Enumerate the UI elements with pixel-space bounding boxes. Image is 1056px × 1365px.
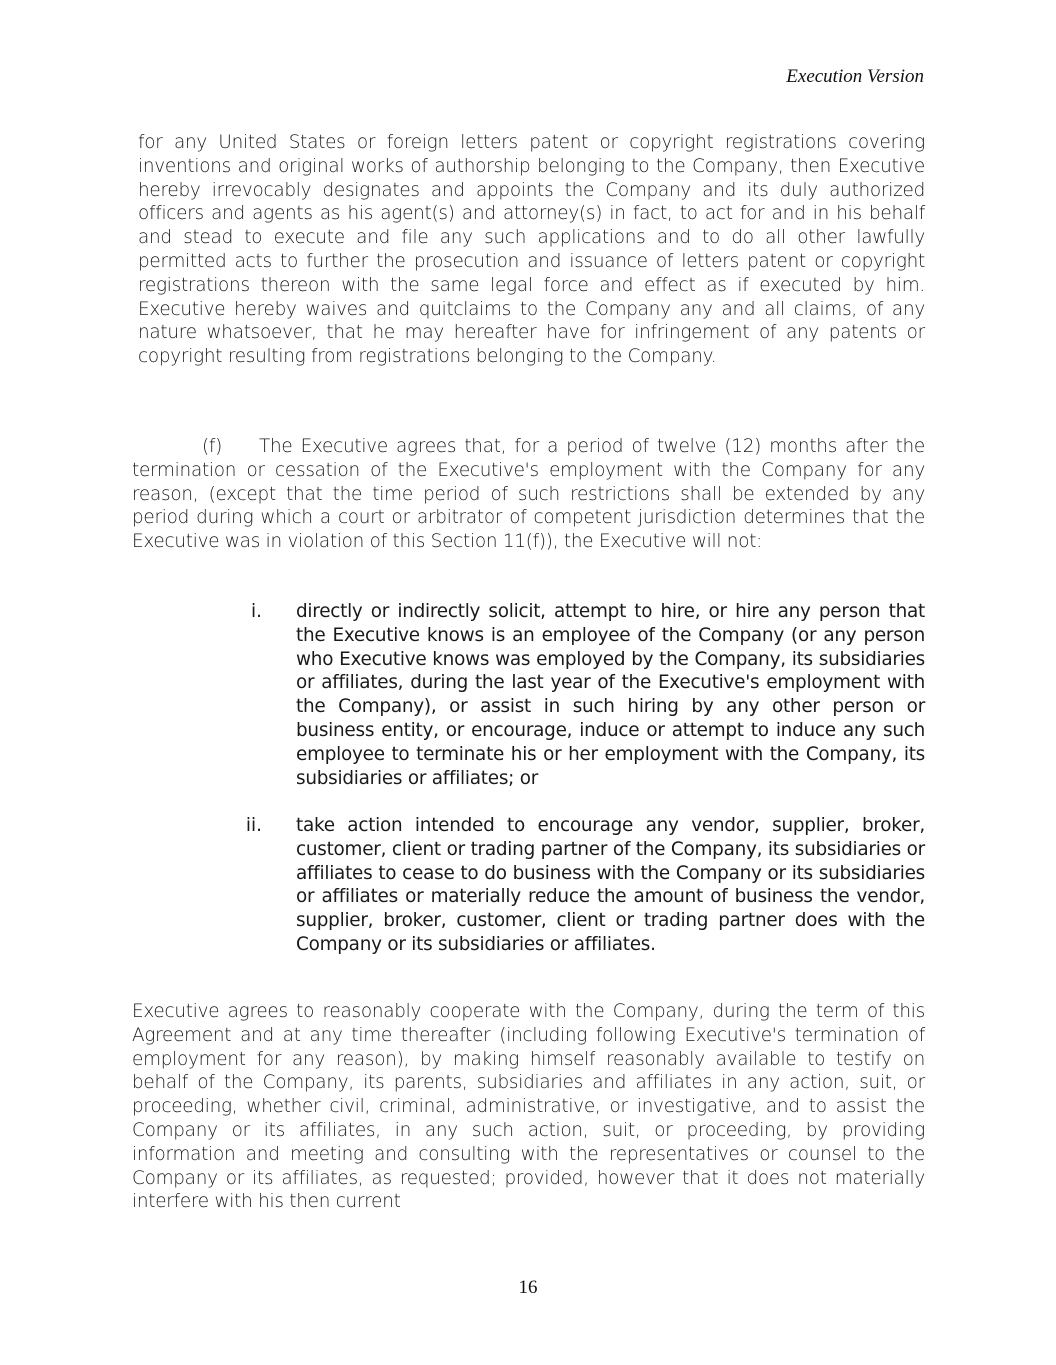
list-item-number: ii. <box>245 815 262 836</box>
list-item-text: take action intended to encourage any vendor, supplier, broker, customer, client or trading partner of the Company, its subsidiaries or affiliates to cease to do business with the Company or its subsidiaries or affiliates or materially reduce the amount of business the vendor, supplier, broker, customer, client or trading partner does with the Company or its subsidiaries or affiliates. <box>296 815 925 955</box>
cooperation-paragraph: Executive agrees to reasonably cooperate with the Company, during the term of this Agreement and at any time thereafter (including following Executive's termination of employment for any reason), by making himself reasonably available to testify on behalf of the Company, its parents, subsidiaries and affiliates in any action, suit, or proceeding, whether civil, criminal, administrative, or investigative, and to assist the Company or its affiliates, in any such action, suit, or proceeding, by providing information and meeting and consulting with the representatives or counsel to the Company or its affiliates, as requested; provided, however that it does not materially interfere with his then current <box>132 1001 925 1213</box>
section-f-paragraph <box>132 435 925 554</box>
list-item-number: i. <box>251 601 262 622</box>
document-version-label: Execution Version <box>786 66 924 87</box>
section-f-label: (f) <box>202 436 223 457</box>
list-item-text: directly or indirectly solicit, attempt to hire, or hire any person that the Executive knows is an employee of the Company (or any person who Executive knows was employed by the Company, its subsidiaries or affiliates, during the last year of the Executive's employment with the Company), or assist in such hiring by any other person or business entity, or encourage, induce or attempt to induce any such employee to terminate his or her employment with the Company, its subsidiaries or affiliates; or <box>296 601 925 789</box>
section-f-text: The Executive agrees that, for a period of twelve (12) months after the termination or cessation of the Executive's employment with the Company for any reason, (except that the time period of such restrictions shall be extended by any period during which a court or arbitrator of competent jurisdiction determines that the Executive was in violation of this Section 11(f)), the Executive will not: <box>132 436 925 553</box>
continuation-paragraph: for any United States or foreign letters patent or copyright registrations covering inventions and original works of authorship belonging to the Company, then Executive hereby irrevocably designates and appoints the Company and its duly authorized officers and agents as his agent(s) and attorney(s) in fact, to act for and in his behalf and stead to execute and file any such applications and to do all other lawfully permitted acts to further the prosecution and issuance of letters patent or copyright registrations thereon with the same legal force and effect as if executed by him. Executive hereby waives and quitclaims to the Company any and all claims, of any nature whatsoever, that he may hereafter have for infringement of any patents or copyright resulting from registrations belonging to the Company. <box>138 132 925 368</box>
page-number: 16 <box>518 1277 538 1298</box>
